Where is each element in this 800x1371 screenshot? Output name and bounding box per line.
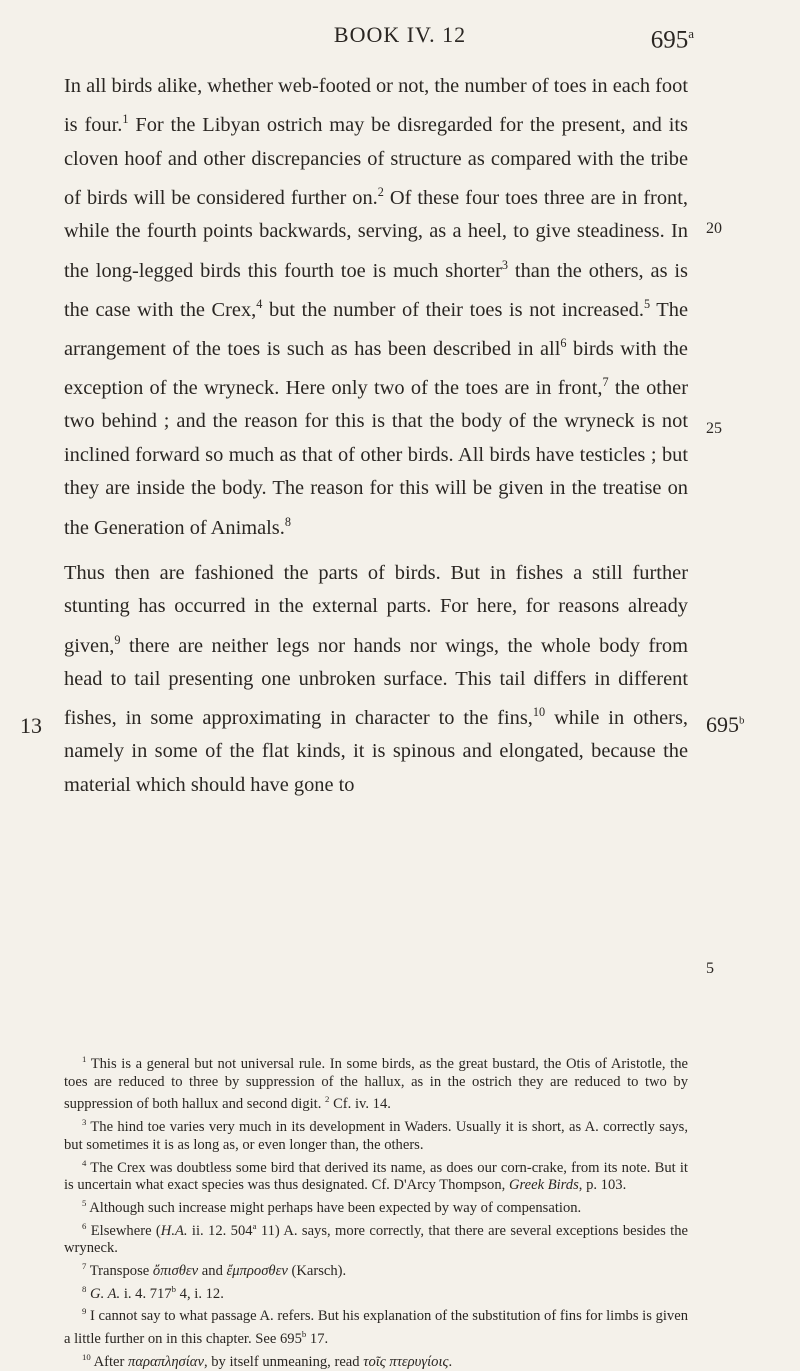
footnotes <box>64 1051 688 1371</box>
footnote: $^{10}$ After παραπλησίαν, by itself unmeaning, read τοῖς πτερυγίοις. <box>82 1351 453 1370</box>
footnote: $^5$ Although such increase might perhaps have been expected by way of compensation. <box>82 1198 582 1216</box>
footnote-ref: 2 <box>377 185 384 200</box>
footnote: $^7$ Transpose ὄπισθεν and ἔμπροσθεν (Karsch). <box>82 1261 347 1279</box>
footnote: $^3$ The hind toe varies very much in its development in Waders. Usually it is short, as A. correctly says, but sometimes it is as long as, or even longer than, the others. <box>64 1117 688 1153</box>
footnote: $^6$ Elsewhere (H.A. ii. 12. 504$^a$ 11) A. says, more correctly, that there are several exceptions besides the wryneck. <box>64 1220 688 1257</box>
running-head: BOOK IV. 12 <box>333 22 467 47</box>
footnote-ref: 3 <box>501 257 509 272</box>
footnote: $^9$ I cannot say to what passage A. refers. But his explanation of the substitution of fins for limbs is given a little further on in this chapter. See 695$^b$ 17. <box>64 1306 688 1347</box>
footnote-ref: 8 <box>284 514 291 529</box>
paragraph-birds: In all birds alike, whether web-footed or not, the number of toes in each foot is four.$^1$ For the Libyan ostrich may be disregarded for the present, and its cloven hoof and other discrepancies of structure as compared with the tribe of birds will be considered further on.$^2$ Of these four toes three are in front, while the fourth points backwards, serving, as a heel, to give steadiness. In the long-legged birds this fourth toe is much shorter$^3$ than the others, as is the case with the Crex,$^4$ but the number of their toes is not increased.$^5$ The arrangement of the toes is such as has been described in all$^6$ birds with the exception of the wryneck. Here only two of the toes are in front,$^7$ the other two behind ; and the reason for this is that the body of the wryneck is not inclined forward so much as that of other birds. All birds have testicles ; but they are inside the body. The reason for this will be given in the treatise on the Generation of Animals.$^8$ <box>64 75 689 539</box>
footnote-ref: 1 <box>122 112 129 127</box>
footnote-ref: 5 <box>643 296 651 311</box>
footnote: $^8$ G. A. i. 4. 717$^b$ 4, i. 12. <box>82 1283 224 1302</box>
section-number: 13 <box>20 713 42 738</box>
line-number-20: 20 <box>706 220 722 237</box>
page-number: 695$^a$ <box>650 26 694 54</box>
footnote: $^4$ The Crex was doubtless some bird that derived its name, as does our corn-crake, from its note. But it is uncertain what exact species was thus designated. Cf. D'Arcy Thompson, Greek Birds, p. 103. <box>64 1157 688 1194</box>
paragraph-fishes: Thus then are fashioned the parts of birds. But in fishes a still further stunting has occurred in the external parts. For here, for reasons already given,$^9$ there are neither legs nor hands nor wings, the whole body from head to tail presenting one unbroken surface. This tail differs in different fishes, in some approximating in character to the fins,$^{10}$ while in others, namely in some of the flat kinds, it is spinous and elongated, because the material which should have gone to <box>64 561 689 796</box>
footnote: $^1$ This is a general but not universal rule. In some birds, as the great bustard, the Otis of Aristotle, the toes are reduced to three by suppression of the hallux, as in the ostrich they are reduced to two by suppression of both hallux and second digit. $^2$ Cf. iv. 14. <box>64 1054 688 1113</box>
footnote-ref: 7 <box>602 375 609 390</box>
line-number-5: 5 <box>706 960 714 977</box>
page-header <box>0 18 800 58</box>
footnote-ref: 6 <box>560 336 567 351</box>
footnote-ref: 4 <box>256 296 263 311</box>
footnote-ref: 9 <box>114 632 121 647</box>
bekker-page-b: 695$^b$ <box>706 712 745 737</box>
line-number-25: 25 <box>706 420 722 437</box>
main-text <box>64 70 688 802</box>
footnote-ref: 10 <box>532 705 546 720</box>
